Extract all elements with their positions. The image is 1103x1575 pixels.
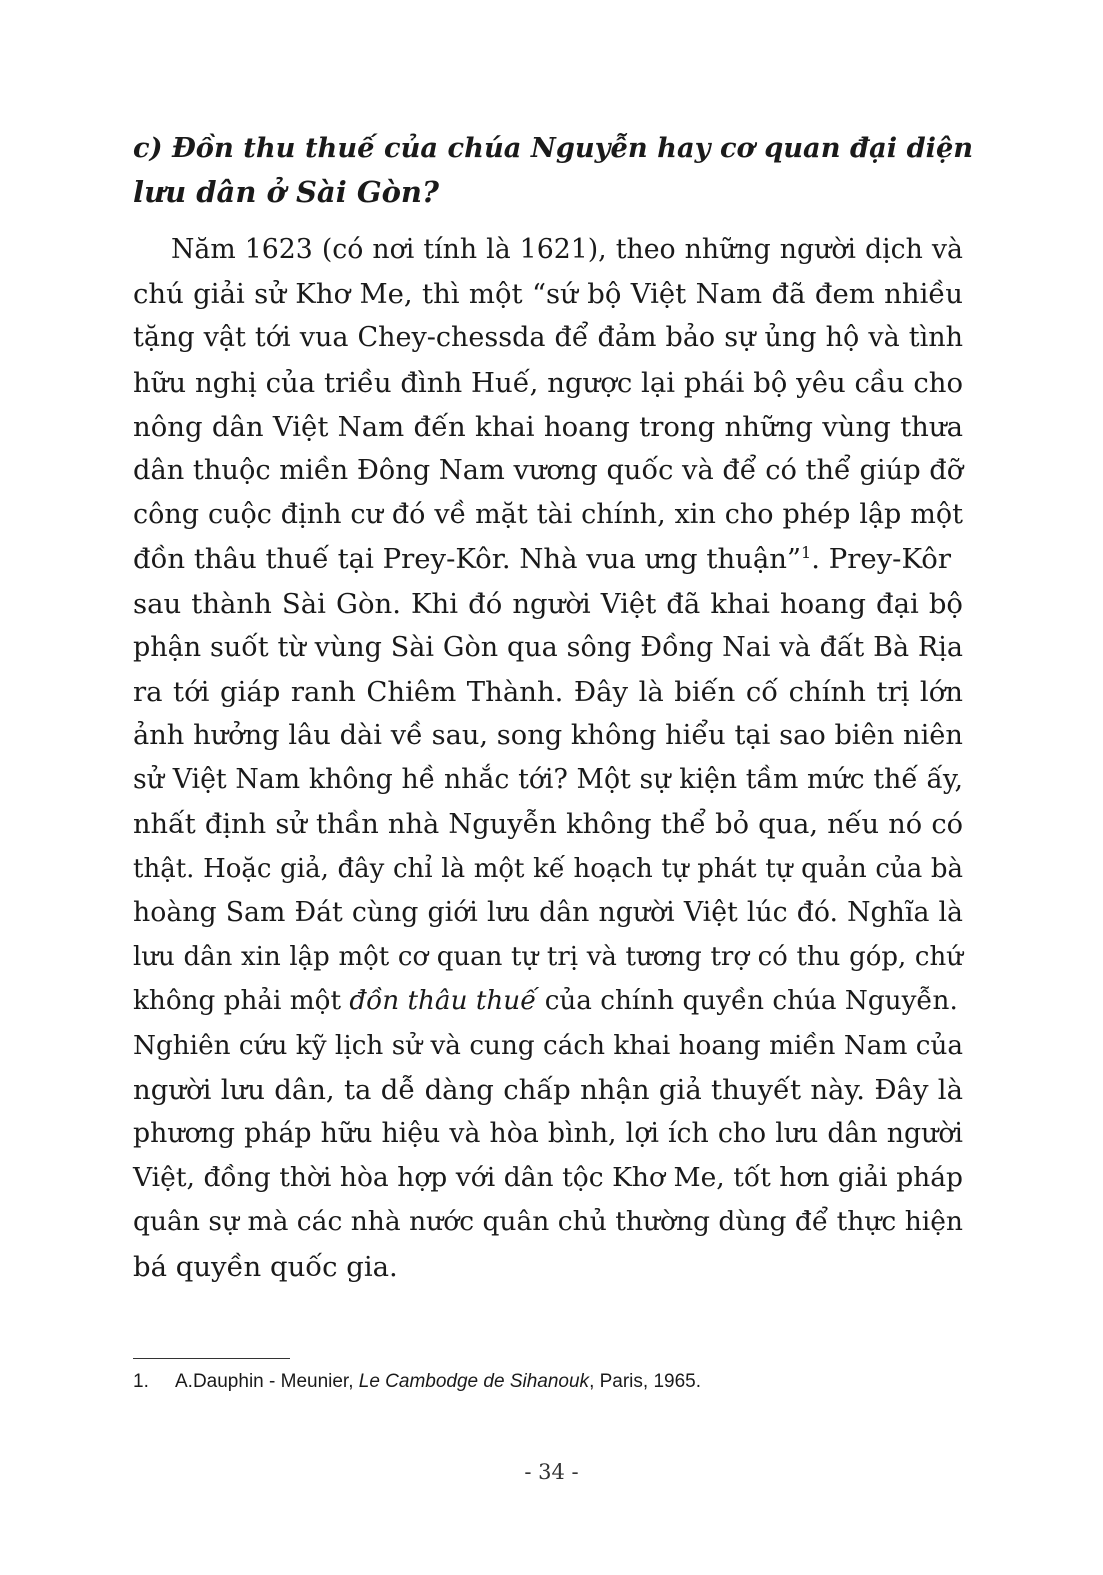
text-line: chú giải sử Khơ Me, thì một “sứ bộ Việt Nam đã đem nhiều bbox=[133, 278, 963, 311]
text-line bbox=[133, 537, 963, 581]
page-number: - 34 - bbox=[524, 1460, 579, 1484]
heading-line: lưu dân ở Sài Gòn? bbox=[133, 175, 440, 209]
text-segment: không phải một bbox=[133, 986, 350, 1017]
text-line: sử Việt Nam không hề nhắc tới? Một sự kiện tầm mức thế ấy, bbox=[133, 764, 963, 796]
text-line: ảnh hưởng lâu dài về sau, song không hiểu tại sao biên niên bbox=[133, 720, 963, 752]
text-line: tặng vật tới vua Chey-chessda để đảm bảo sự ủng hộ và tình bbox=[133, 322, 963, 354]
text-line: phận suốt từ vùng Sài Gòn qua sông Đồng Nai và đất Bà Rịa bbox=[133, 631, 963, 663]
footnote-title: Le Cambodge de Sihanouk bbox=[358, 1371, 590, 1392]
footnote-divider bbox=[133, 1358, 290, 1359]
text-line: người lưu dân, ta dễ dàng chấp nhận giả thuyết này. Đây là bbox=[133, 1073, 963, 1106]
body-paragraph bbox=[133, 228, 963, 1289]
text-line: bá quyền quốc gia. bbox=[133, 1250, 398, 1283]
text-line: lưu dân xin lập một cơ quan tự trị và tương trợ có thu góp, chứ bbox=[133, 942, 963, 973]
text-line: quân sự mà các nhà nước quân chủ thường dùng để thực hiện bbox=[133, 1206, 963, 1238]
text-line: thật. Hoặc giả, đây chỉ là một kế hoạch tự phát tự quản của bà bbox=[133, 853, 963, 884]
text-line: phương pháp hữu hiệu và hòa bình, lợi ích cho lưu dân người bbox=[133, 1118, 963, 1150]
emphasized-term: đồn thâu thuế bbox=[349, 986, 537, 1017]
footnote-author: A.Dauphin - Meunier, bbox=[175, 1371, 359, 1392]
text-line bbox=[133, 979, 963, 1023]
text-line: dân thuộc miền Đông Nam vương quốc và để có thể giúp đỡ bbox=[133, 455, 964, 487]
text-line: nhất định sử thần nhà Nguyễn không thể bỏ qua, nếu nó có bbox=[133, 808, 963, 840]
footnote-number: 1. bbox=[133, 1371, 149, 1392]
section-heading bbox=[133, 126, 973, 214]
heading-line: c) Đồn thu thuế của chúa Nguyễn hay cơ quan đại diện bbox=[133, 132, 974, 164]
footnote bbox=[133, 1368, 963, 1396]
text-line: Việt, đồng thời hòa hợp với dân tộc Khơ Me, tốt hơn giải pháp bbox=[133, 1162, 963, 1194]
text-line: Nghiên cứu kỹ lịch sử và cung cách khai hoang miền Nam của bbox=[133, 1030, 963, 1061]
text-line: công cuộc định cư đó về mặt tài chính, xin cho phép lập một bbox=[133, 499, 963, 531]
text-segment: . Prey-Kôr bbox=[811, 543, 951, 576]
text-segment: đồn thâu thuế tại Prey-Kôr. Nhà vua ưng thuận” bbox=[133, 543, 802, 576]
text-line: hoàng Sam Đát cùng giới lưu dân người Việt lúc đó. Nghĩa là bbox=[133, 897, 963, 929]
text-line: hữu nghị của triều đình Huế, ngược lại phái bộ yêu cầu cho bbox=[133, 366, 963, 399]
text-segment: của chính quyền chúa Nguyễn. bbox=[536, 986, 958, 1017]
footnote-reference[interactable]: 1 bbox=[801, 543, 812, 563]
text-line: nông dân Việt Nam đến khai hoang trong những vùng thưa bbox=[133, 410, 963, 443]
text-line: ra tới giáp ranh Chiêm Thành. Đây là biến cố chính trị lớn bbox=[133, 676, 963, 709]
text-line: sau thành Sài Gòn. Khi đó người Việt đã khai hoang đại bộ bbox=[133, 587, 963, 620]
footnote-details: , Paris, 1965. bbox=[589, 1371, 702, 1392]
text-line: Năm 1623 (có nơi tính là 1621), theo những người dịch và bbox=[171, 234, 963, 265]
